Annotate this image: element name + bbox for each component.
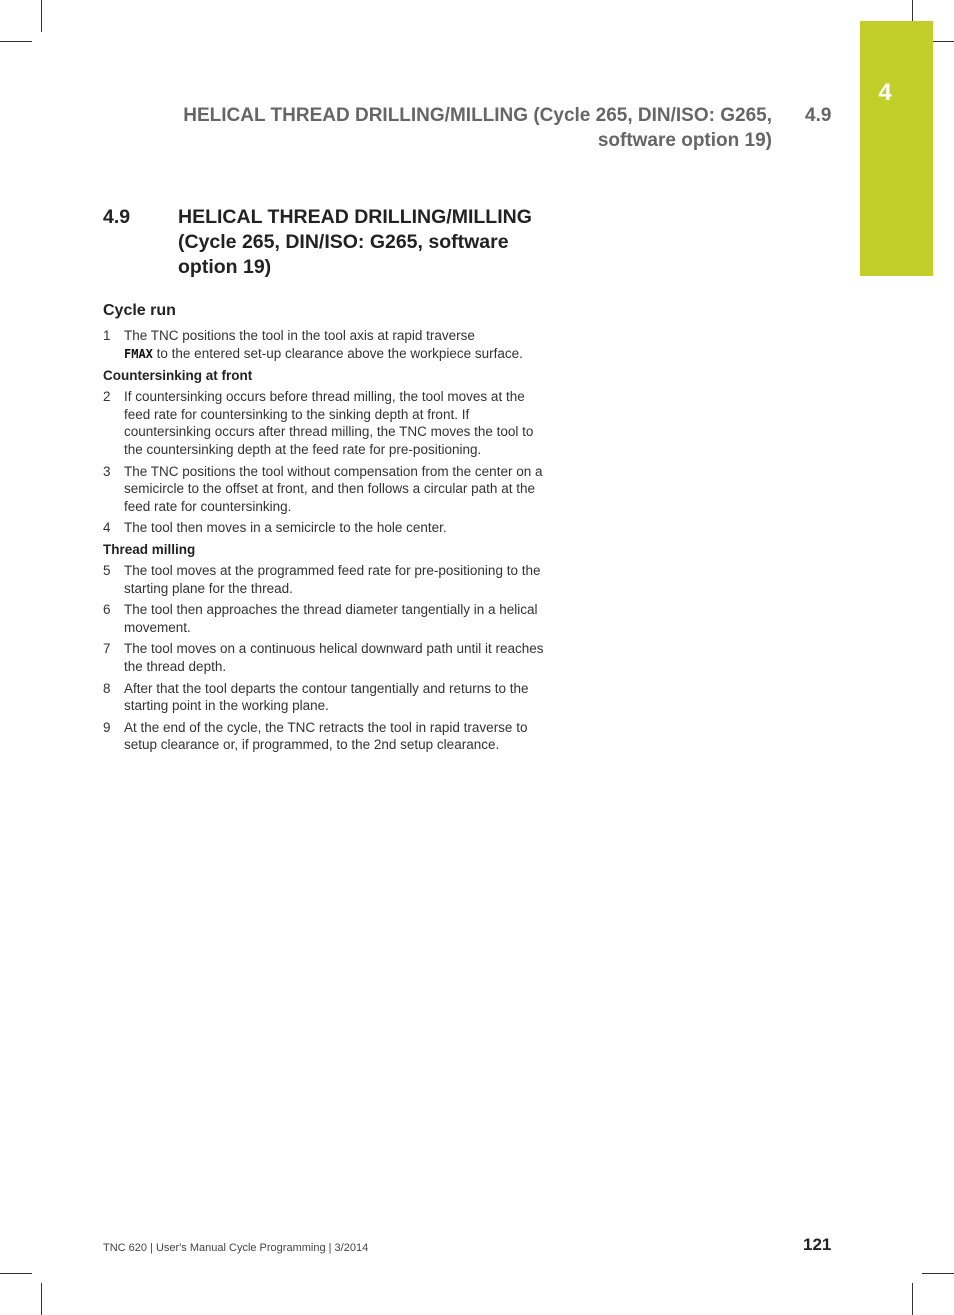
countersinking-heading: Countersinking at front (103, 368, 253, 384)
list-item (103, 601, 548, 636)
page-number: 121 (803, 1235, 832, 1254)
crop-mark (41, 1283, 42, 1315)
chapter-tab (860, 21, 933, 276)
section-number: 4.9 (103, 206, 131, 228)
main-content (103, 300, 548, 758)
list-item (103, 388, 548, 458)
list-item (103, 327, 548, 363)
step-text: If countersinking occurs before thread milling, the tool moves at the feed rate for countersinking to the sinking depth at front. If countersinking occurs after thread milling, the TNC moves the tool to the countersinking depth at the feed rate for pre-positioning. (124, 389, 534, 457)
step-text: The tool then approaches the thread diameter tangentially in a helical movement. (124, 602, 538, 635)
section-title-line: (Cycle 265, DIN/ISO: G265, software (178, 231, 509, 253)
running-header-number: 4.9 (805, 105, 832, 126)
step-number: 7 (103, 641, 111, 657)
step-number: 9 (103, 719, 111, 735)
step-number: 3 (103, 463, 111, 479)
running-header-title (100, 103, 772, 153)
section-title-line: option 19) (178, 256, 272, 278)
chapter-number: 4 (878, 79, 892, 106)
list-item (103, 519, 548, 537)
step-text: After that the tool departs the contour tangentially and returns to the starting point in the working plane. (124, 680, 529, 714)
list-item (103, 640, 548, 675)
section-title (178, 205, 578, 280)
step-number: 5 (103, 562, 111, 578)
running-header-line: HELICAL THREAD DRILLING/MILLING (Cycle 265, DIN/ISO: G265, (183, 105, 772, 126)
step-text-part: to the entered set-up clearance above the workpiece surface. (152, 345, 523, 361)
step-text: The TNC positions the tool without compensation from the center on a semicircle to the offset at front, and then follows a circular path at the feed rate for countersinking. (124, 463, 543, 514)
crop-mark (912, 1283, 913, 1315)
step-text-part: The TNC positions the tool in the tool axis at rapid traverse (124, 328, 475, 343)
step-text: The tool then moves in a semicircle to the hole center. (124, 520, 447, 536)
list-item (103, 562, 548, 597)
crop-mark (0, 41, 32, 42)
step-text: The tool moves at the programmed feed rate for pre-positioning to the starting plane for the thread. (124, 562, 541, 596)
step-text: The tool moves on a continuous helical downward path until it reaches the thread depth. (124, 641, 544, 674)
step-number: 8 (103, 680, 111, 696)
fmax-code: FMAX (124, 346, 153, 361)
crop-mark (922, 1273, 954, 1274)
section-title-line: HELICAL THREAD DRILLING/MILLING (178, 206, 532, 228)
step-number: 2 (103, 389, 111, 405)
step-number: 1 (103, 328, 111, 343)
footer-text: TNC 620 | User's Manual Cycle Programming | 3/2014 (103, 1242, 369, 1254)
step-number: 6 (103, 602, 111, 618)
step-text (124, 327, 548, 363)
list-item (103, 680, 548, 715)
list-item (103, 719, 548, 754)
thread-milling-heading: Thread milling (103, 541, 196, 557)
crop-mark (41, 0, 42, 32)
list-item (103, 463, 548, 516)
step-number: 4 (103, 520, 111, 536)
step-text: At the end of the cycle, the TNC retracts the tool in rapid traverse to setup clearance or, if programmed, to the 2nd setup clearance. (124, 719, 528, 753)
cycle-run-heading: Cycle run (103, 302, 176, 319)
running-header-line: software option 19) (597, 130, 772, 151)
crop-mark (0, 1273, 32, 1274)
